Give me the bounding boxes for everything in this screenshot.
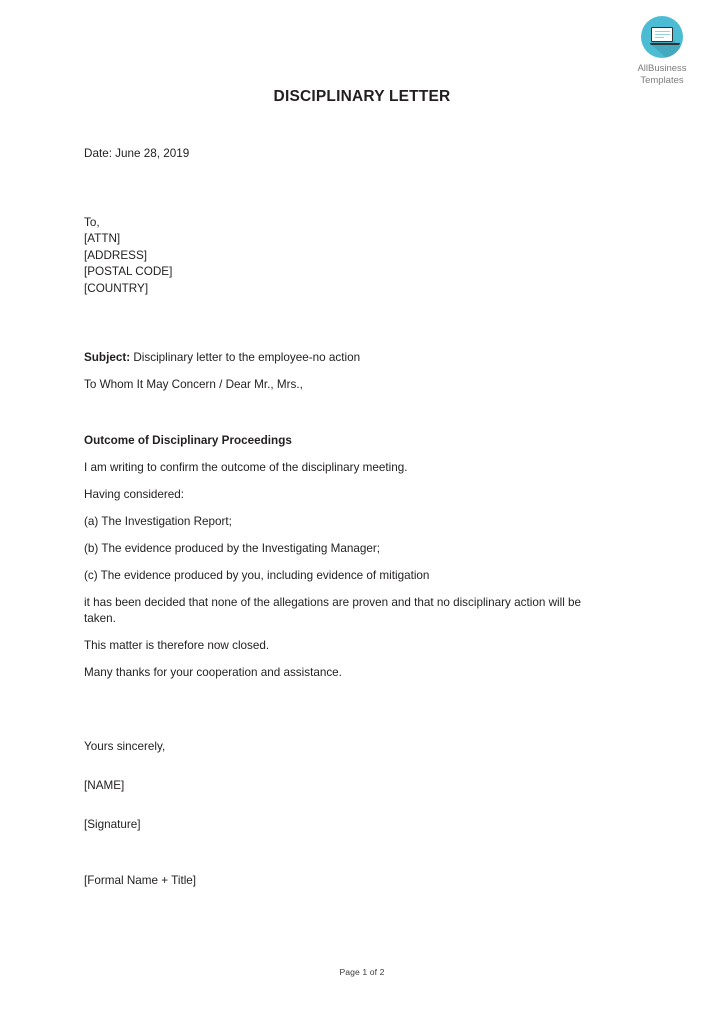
salutation: To Whom It May Concern / Dear Mr., Mrs., — [84, 378, 303, 392]
subject-text: Disciplinary letter to the employee-no action — [133, 351, 361, 365]
laptop-base — [650, 43, 680, 46]
spacer — [84, 449, 615, 460]
spacer — [84, 503, 615, 514]
recipient-to-label: To, — [84, 216, 100, 229]
spacer — [84, 393, 615, 433]
date-line: Date: June 28, 2019 — [84, 147, 190, 160]
recipient-block — [84, 215, 615, 297]
logo-wordmark-line-2: Templates — [640, 74, 684, 86]
recipient-country: [COUNTRY] — [84, 281, 149, 295]
page-footer: Page 1 of 2 — [339, 967, 385, 977]
subject-line — [84, 350, 615, 366]
logo-wordmark-line-1: AllBusiness — [637, 63, 687, 74]
section-heading-outcome: Outcome of Disciplinary Proceedings — [84, 434, 292, 448]
document-content — [84, 146, 615, 889]
considered-item-b: (b) The evidence produced by the Investigating Manager; — [84, 542, 381, 556]
spacer — [84, 162, 615, 215]
considered-item-c: (c) The evidence produced by you, including evidence of mitigation — [84, 569, 430, 583]
recipient-postal-code: [POSTAL CODE] — [84, 265, 173, 279]
signature-placeholder: [Signature] — [84, 818, 141, 832]
recipient-attn: [ATTN] — [84, 232, 121, 246]
paragraph-closure: This matter is therefore now closed. — [84, 639, 270, 653]
spacer — [84, 584, 615, 595]
paragraph-thanks: Many thanks for your cooperation and assistance. — [84, 666, 342, 680]
spacer — [84, 833, 615, 873]
screen-text-line — [655, 34, 670, 35]
spacer — [84, 297, 615, 350]
screen-text-line — [655, 37, 664, 38]
spacer — [84, 530, 615, 541]
logo-badge-circle — [641, 16, 683, 58]
screen-text-line — [655, 31, 670, 32]
logo-wordmark — [623, 63, 701, 86]
spacer — [84, 681, 615, 739]
spacer — [84, 366, 615, 377]
spacer — [84, 476, 615, 487]
paragraph-intro: I am writing to confirm the outcome of the disciplinary meeting. — [84, 461, 408, 475]
subject-label: Subject: — [84, 351, 131, 365]
formal-name-title-placeholder: [Formal Name + Title] — [84, 874, 197, 888]
spacer — [84, 557, 615, 568]
spacer — [84, 755, 615, 778]
spacer — [84, 627, 615, 638]
signer-name-placeholder: [NAME] — [84, 779, 125, 793]
laptop-icon — [650, 27, 674, 45]
considered-item-a: (a) The Investigation Report; — [84, 515, 232, 529]
paragraph-decision: it has been decided that none of the allegations are proven and that no disciplinary action will be taken. — [84, 596, 582, 626]
valediction: Yours sincerely, — [84, 740, 166, 754]
document-title: DISCIPLINARY LETTER — [273, 88, 451, 105]
recipient-address: [ADDRESS] — [84, 248, 147, 262]
spacer — [84, 794, 615, 817]
paragraph-having-considered: Having considered: — [84, 488, 185, 502]
allbusiness-templates-logo — [623, 16, 701, 86]
laptop-screen — [651, 27, 673, 42]
spacer — [84, 654, 615, 665]
